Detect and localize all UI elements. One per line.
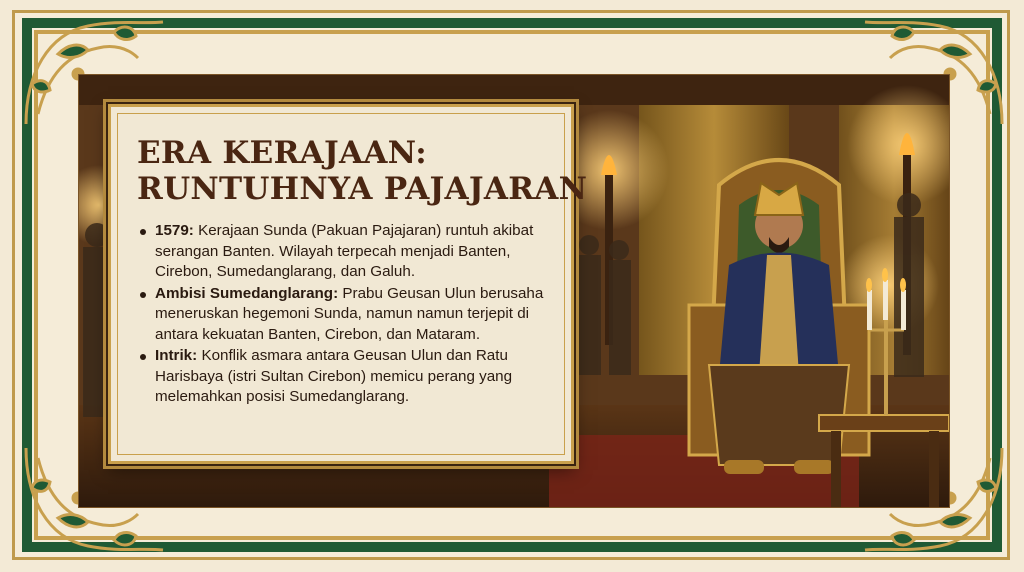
bullet-text: Prabu Geusan Ulun berusaha meneruskan hegemoni Sunda, namun namun terjepit di antara kekuatan Banten, Cirebon, dan Mataram. [155,284,544,343]
bullet-item [137,221,561,283]
slide-title [137,135,588,207]
bullet-item [137,346,561,408]
bullet-label: Ambisi Sumedanglarang: [155,284,339,302]
bullet-text: Kerajaan Sunda (Pakuan Pajajaran) runtuh akibat serangan Banten. Wilayah terpecah menjadi Banten, Cirebon, Sumedanglarang, dan Galuh. [155,222,534,280]
bullet-item [137,284,561,346]
bullet-list [137,221,561,409]
title-line-2: RUNTUHNYA PAJAJARAN [137,171,588,207]
bullet-label: Intrik: [155,347,198,364]
bullet-label: 1579: [155,222,194,239]
text-panel [108,104,588,464]
bullet-text: Konflik asmara antara Geusan Ulun dan Ratu Harisbaya (istri Sultan Cirebon) memicu perang yang melemahkan posisi Sumedanglarang. [155,347,513,405]
title-line-1: ERA KERAJAAN: [137,135,427,171]
